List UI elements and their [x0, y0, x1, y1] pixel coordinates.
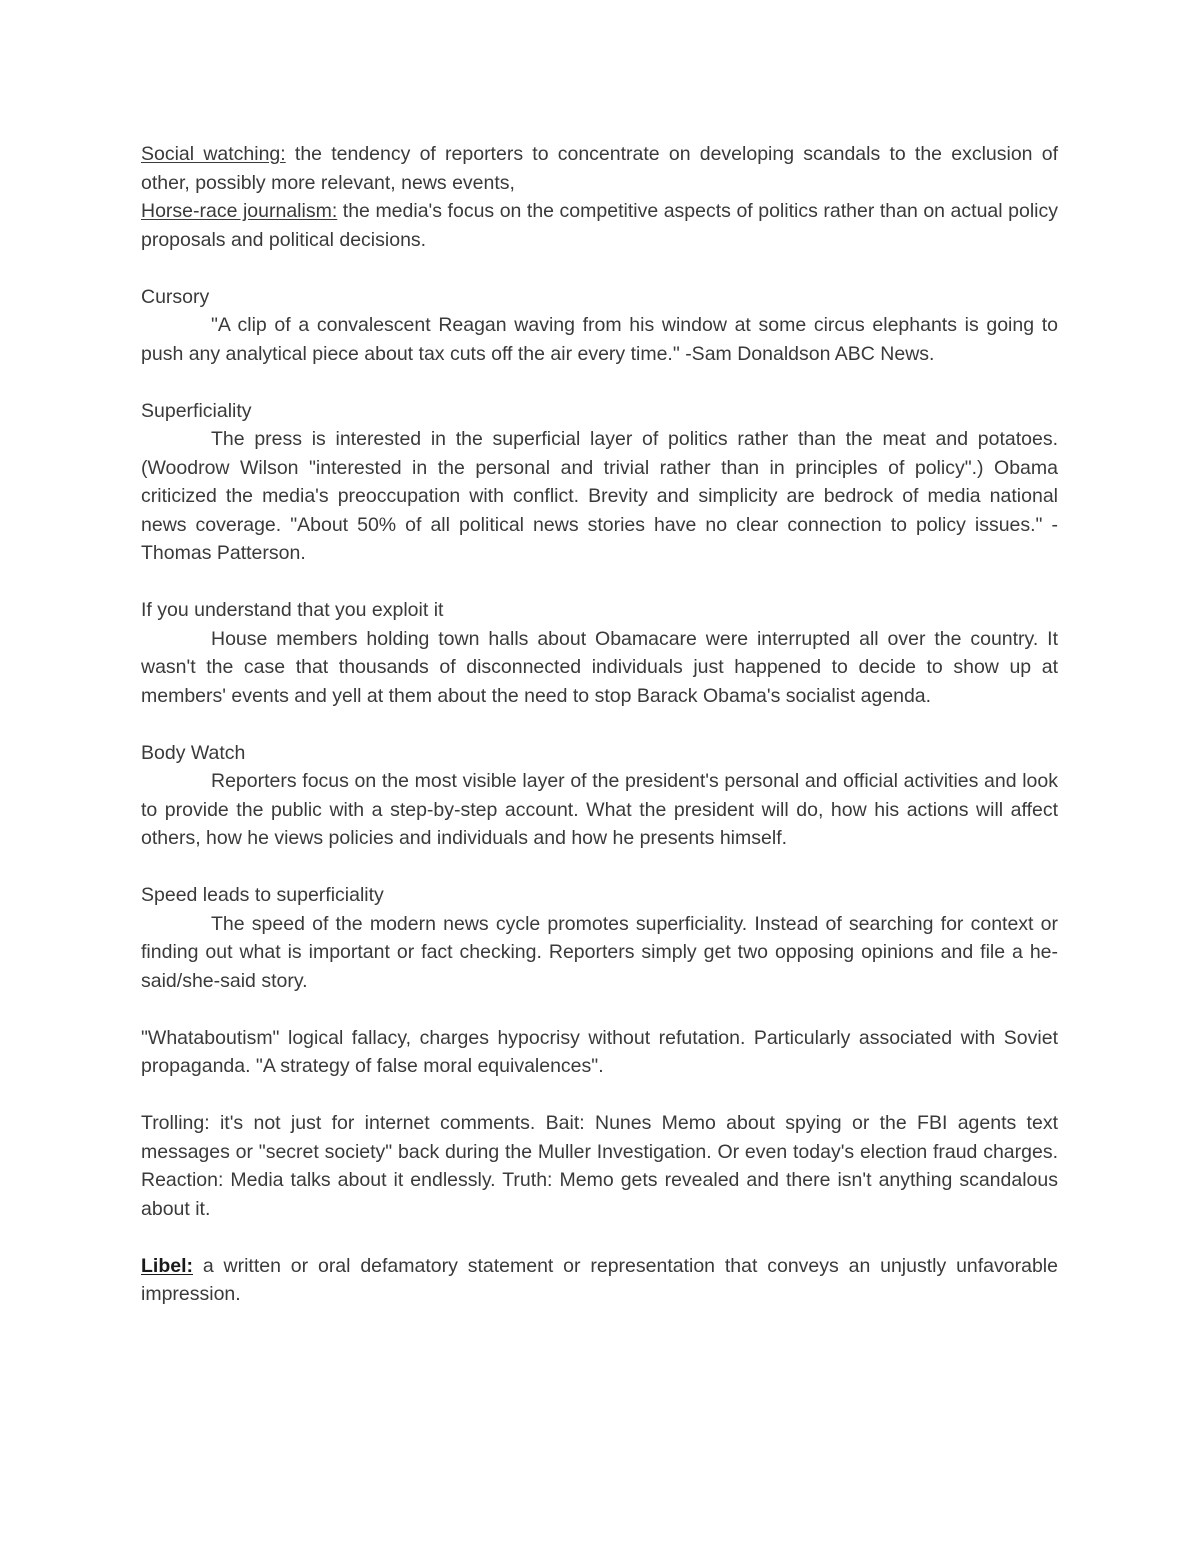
- paragraph-exploit: House members holding town halls about Obamacare were interrupted all over the country. It wasn't the case that thousands of disconnected individuals just happened to decide to show up at members' events and yell at them about the need to stop Barack Obama's socialist agenda.: [141, 627, 1058, 707]
- definition-social-watching: [141, 140, 1058, 197]
- spacer: [141, 710, 1058, 739]
- spacer: [141, 254, 1058, 283]
- paragraph-superficiality: The press is interested in the superficial layer of politics rather than the meat and potatoes. (Woodrow Wilson "interested in the personal and trivial rather than in principles of policy".) Obama criticized the media's preoccupation with conflict. Brevity and simplicity are bedrock of media national news coverage. "About 50% of all political news stories have no clear connection to policy issues." -Thomas Patterson.: [141, 428, 1058, 564]
- spacer: [141, 1081, 1058, 1110]
- definition-horse-race: [141, 197, 1058, 254]
- heading-superficiality: Superficiality: [141, 399, 252, 422]
- definition-text: a written or oral defamatory statement or representation that conveys an unjustly unfavorable impression.: [141, 1254, 1058, 1305]
- spacer: [141, 368, 1058, 397]
- definition-text: the media's focus on the competitive aspects of politics rather than on actual policy proposals and political decisions.: [141, 200, 1058, 251]
- heading-exploit: If you understand that you exploit it: [141, 599, 444, 621]
- paragraph-whataboutism: "Whataboutism" logical fallacy, charges hypocrisy without refutation. Particularly associated with Soviet propaganda. "A strategy of false moral equivalences".: [141, 1026, 1058, 1077]
- heading-body-watch: Body Watch: [141, 741, 246, 764]
- term-horse-race-journalism: Horse-race journalism:: [141, 200, 338, 222]
- spacer: [141, 1223, 1058, 1252]
- definition-text: the tendency of reporters to concentrate on developing scandals to the exclusion of other, possibly more relevant, news events,: [141, 143, 1058, 194]
- spacer: [141, 995, 1058, 1024]
- heading-speed: Speed leads to superficiality: [141, 884, 384, 906]
- heading-cursory: Cursory: [141, 285, 210, 308]
- term-social-watching: Social watching:: [141, 143, 286, 165]
- paragraph-body-watch: Reporters focus on the most visible layer of the president's personal and official activities and look to provide the public with a step-by-step account. What the president will do, how his actions will affect others, how he views policies and individuals and how he presents himself.: [141, 770, 1058, 849]
- paragraph-trolling: Trolling: it's not just for internet comments. Bait: Nunes Memo about spying or the FBI agents text messages or "secret society" back during the Muller Investigation. Or even today's election fraud charges. Reaction: Media talks about it endlessly. Truth: Memo gets revealed and there isn't anything scandalous about it.: [141, 1112, 1058, 1220]
- spacer: [141, 853, 1058, 882]
- term-libel: Libel:: [141, 1254, 193, 1277]
- paragraph-cursory: "A clip of a convalescent Reagan waving from his window at some circus elephants is going to push any analytical piece about tax cuts off the air every time." -Sam Donaldson ABC News.: [141, 314, 1058, 365]
- definition-libel: [141, 1252, 1058, 1309]
- paragraph-speed: The speed of the modern news cycle promotes superficiality. Instead of searching for context or finding out what is important or fact checking. Reporters simply get two opposing opinions and file a he-said/she-said story.: [141, 912, 1058, 992]
- document-body: [141, 140, 1058, 1309]
- spacer: [141, 568, 1058, 597]
